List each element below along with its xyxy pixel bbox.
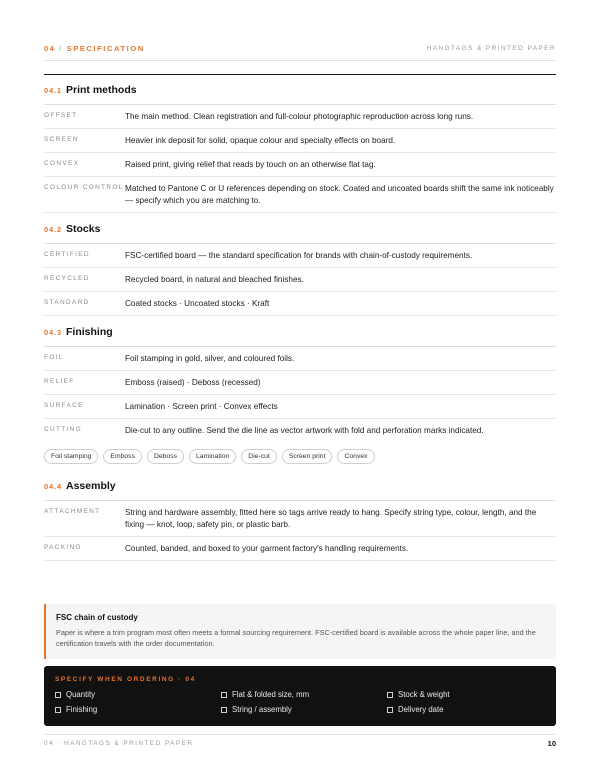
spec-row: [44, 177, 556, 213]
section-number: 04.1: [44, 86, 62, 95]
spec-row: [44, 501, 556, 537]
spec-row: [44, 371, 556, 395]
spec-label: CERTIFIED: [44, 251, 90, 258]
callout-text: Paper is where a trim program most often meets a formal sourcing requirement. FSC-certified board is available across the whole paper line, and the certification travels with the order documentation.: [56, 628, 536, 648]
finishing-tags: [44, 442, 556, 470]
spec-label: PACKING: [44, 544, 82, 551]
spec-label: COLOUR CONTROL: [44, 184, 124, 191]
checklist-item-label: Delivery date: [398, 705, 444, 714]
checklist-item: [55, 690, 221, 699]
checklist-title: SPECIFY WHEN ORDERING · 04: [55, 676, 196, 683]
spec-label: OFFSET: [44, 112, 78, 119]
tag-chip: Convex: [337, 449, 374, 464]
checklist-item-label: Quantity: [66, 690, 96, 699]
callout-title: FSC chain of custody: [56, 613, 138, 622]
spec-row: [44, 244, 556, 268]
section-number: 04.4: [44, 482, 62, 491]
checklist-item-label: Flat & folded size, mm: [232, 690, 310, 699]
spec-label: CUTTING: [44, 426, 82, 433]
spec-row: [44, 105, 556, 129]
footer-title: 04 · HANGTAGS & PRINTED PAPER: [44, 740, 194, 747]
footer-divider: [44, 734, 556, 735]
section-marker: [44, 44, 145, 53]
fsc-callout: [44, 604, 556, 659]
section-title: Finishing: [66, 326, 113, 338]
section-heading: [44, 84, 556, 105]
section-finishing: [44, 326, 556, 470]
checkbox-icon: [387, 692, 393, 698]
section-heading: [44, 223, 556, 244]
checklist-grid: [55, 690, 545, 714]
tag-chip: Die-cut: [241, 449, 277, 464]
checkbox-icon: [221, 707, 227, 713]
spec-row: [44, 347, 556, 371]
spec-value: Recycled board, in natural and bleached finishes.: [125, 275, 304, 284]
checklist-item: [221, 690, 387, 699]
section-label: SPECIFICATION: [66, 44, 145, 53]
spec-value: Raised print, giving relief that reads by touch on an otherwise flat tag.: [125, 160, 376, 169]
spec-value: Coated stocks · Uncoated stocks · Kraft: [125, 299, 270, 308]
section-heading: [44, 480, 556, 501]
spec-value: Lamination · Screen print · Convex effects: [125, 402, 278, 411]
checklist-item: [221, 705, 387, 714]
spec-label: CONVEX: [44, 160, 80, 167]
section-title: Assembly: [66, 480, 116, 492]
section-stocks: [44, 223, 556, 316]
spec-row: [44, 292, 556, 316]
tag-chip: Deboss: [147, 449, 184, 464]
section-print-methods: [44, 84, 556, 213]
tag-chip: Screen print: [282, 449, 333, 464]
spec-label: FOIL: [44, 354, 64, 361]
page-number: 10: [547, 739, 556, 748]
spec-row: [44, 129, 556, 153]
spec-value: Emboss (raised) · Deboss (recessed): [125, 378, 261, 387]
section-heading: [44, 326, 556, 347]
page-footer: [44, 739, 556, 748]
document-title: HANGTAGS & PRINTED PAPER: [426, 45, 556, 52]
checklist-item-label: Finishing: [66, 705, 98, 714]
spec-value: String and hardware assembly, fitted here so tags arrive ready to hang. Specify string type, colour, length, and the fixing — knot, loop, safety pin, or plastic barb.: [125, 508, 537, 529]
checklist-item: [387, 705, 545, 714]
section-number: 04.3: [44, 328, 62, 337]
tag-chip: Lamination: [189, 449, 236, 464]
checklist-item-label: Stock & weight: [398, 690, 450, 699]
checkbox-icon: [221, 692, 227, 698]
spec-label: SURFACE: [44, 402, 84, 409]
header-divider: [44, 60, 556, 61]
spec-label: RELIEF: [44, 378, 75, 385]
spec-value: Foil stamping in gold, silver, and coloured foils.: [125, 354, 295, 363]
spec-value: Die-cut to any outline. Send the die line as vector artwork with fold and perforation marks indicated.: [125, 426, 484, 435]
content-top-rule: [44, 74, 556, 75]
spec-label: RECYCLED: [44, 275, 90, 282]
section-code: 04: [44, 44, 56, 53]
section-title: Print methods: [66, 84, 137, 96]
spec-value: Matched to Pantone C or U references depending on stock. Coated and uncoated boards shift the same ink noticeably — specify which you are matching to.: [125, 184, 554, 205]
spec-value: Counted, banded, and boxed to your garment factory's handling requirements.: [125, 544, 409, 553]
spec-row: [44, 537, 556, 561]
spec-row: [44, 395, 556, 419]
ordering-checklist: [44, 666, 556, 726]
checklist-item-label: String / assembly: [232, 705, 292, 714]
spec-label: SCREEN: [44, 136, 79, 143]
page-header: [44, 44, 556, 53]
checklist-item: [55, 705, 221, 714]
section-title: Stocks: [66, 223, 101, 235]
tag-chip: Emboss: [103, 449, 142, 464]
spec-label: STANDARD: [44, 299, 90, 306]
checkbox-icon: [387, 707, 393, 713]
section-assembly: [44, 480, 556, 561]
spec-row: [44, 268, 556, 292]
spec-row: [44, 419, 556, 442]
tag-chip: Foil stamping: [44, 449, 98, 464]
spec-row: [44, 153, 556, 177]
spec-value: The main method. Clean registration and full-colour photographic reproduction across long runs.: [125, 112, 474, 121]
checkbox-icon: [55, 692, 61, 698]
section-number: 04.2: [44, 225, 62, 234]
checkbox-icon: [55, 707, 61, 713]
spec-value: Heavier ink deposit for solid, opaque colour and specialty effects on board.: [125, 136, 396, 145]
spec-content: [44, 84, 556, 571]
checklist-item: [387, 690, 545, 699]
spec-label: ATTACHMENT: [44, 508, 101, 515]
spec-value: FSC-certified board — the standard specification for brands with chain-of-custody requirements.: [125, 251, 473, 260]
section-separator: /: [59, 44, 63, 53]
